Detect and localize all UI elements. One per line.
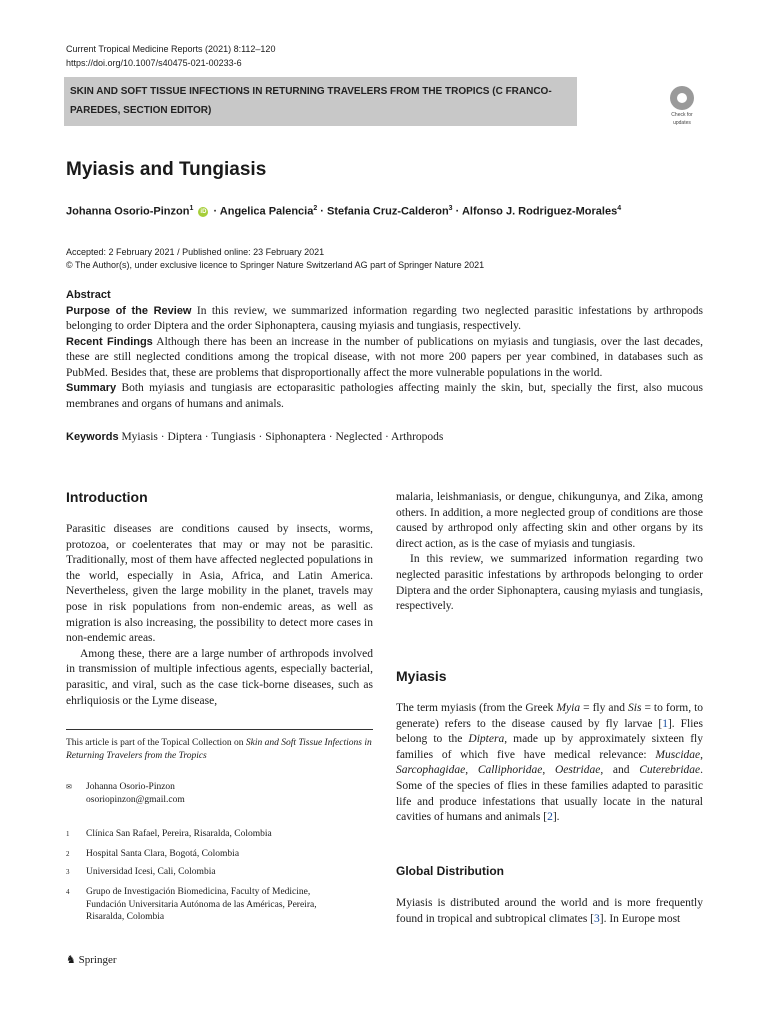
journal-citation [66,42,275,70]
keywords [66,431,443,443]
section-banner-text: SKIN AND SOFT TISSUE INFECTIONS IN RETURNING TRAVELERS FROM THE TROPICS (C FRANCO-PAREDES, SECTION EDITOR) [70,86,552,116]
author-2[interactable]: Angelica Palencia [219,205,314,218]
author-4-aff: 4 [617,205,622,212]
abstract [66,288,703,412]
introduction-heading: Introduction [66,489,148,505]
intro-paragraph-2: Among these, there are a large number of arthropods involved in transmission of multiple infectious agents, especially bacterial, parasitic, and viral, such as the case tick-borne diseases, such as ehrliquiosis or the Lyme disease, [66,647,373,707]
author-1-aff: 1 [189,205,194,212]
check-updates-label-2: updates [673,120,691,126]
publisher-name: Springer [78,954,117,966]
abstract-summary [66,381,703,412]
article-title: Myiasis and Tungiasis [66,159,267,180]
check-for-updates-badge[interactable] [664,86,700,128]
keywords-label: Keywords [66,431,119,443]
corr-name: Johanna Osorio-Pinzon [86,782,175,792]
check-updates-label-1: Check for [671,112,693,118]
author-2-aff: 2 [313,205,318,212]
summary-text: Both myiasis and tungiasis are ectoparasitic pathologies affecting mainly the skin, but, specially the first, also mucous membranes and organs of humans and animals. [66,382,704,410]
author-3[interactable]: Stefania Cruz-Calderon [327,205,449,218]
affiliation-4: 4 Grupo de Investigación Biomedicina, Faculty of Medicine, Fundación Universitaria Autónoma de las Américas, Pereira, Risaralda, Colombia [66,887,317,922]
section-banner [64,77,577,126]
doi-link[interactable]: https://doi.org/10.1007/s40475-021-00233-6 [66,58,242,68]
findings-label: Recent Findings [66,335,153,348]
check-updates-icon [670,86,694,110]
footnote-divider [66,729,373,730]
dates-line: Accepted: 2 February 2021 / Published online: 23 February 2021 [66,247,325,257]
publisher-logo [66,953,117,966]
keywords-text: Myiasis · Diptera · Tungiasis · Siphonaptera · Neglected · Arthropods [121,431,444,443]
orcid-icon[interactable]: iD [200,208,207,215]
author-1[interactable]: Johanna Osorio-Pinzon [66,205,190,218]
purpose-text: In this review, we summarized information regarding two neglected parasitic infestations by arthropods belonging to order Diptera and the order Siphonaptera, causing myiasis and tungiasis, respectively. [66,304,704,332]
author-3-aff: 3 [448,205,453,212]
topical-collection-footnote [66,737,373,763]
right-column-intro [396,490,703,615]
corr-email[interactable]: osoriopinzon@gmail.com [86,794,185,805]
journal-name: Current Tropical Medicine Reports (2021) 8:112–120 [66,44,276,54]
copyright-line: © The Author(s), under exclusive licence to Springer Nature Switzerland AG part of Springer Nature 2021 [66,260,485,270]
author-list: Johanna Osorio-Pinzon$^1$ iD · Angelica Palencia$^2$ · Stefania Cruz-Calderon$^3$ · Alfonso J. Rodriguez-Morales$^4$ [66,205,622,218]
envelope-icon: ✉ [66,783,72,791]
footnote-pre: This article is part of the Topical Collection on [66,738,244,748]
intro-paragraph-3: malaria, leishmaniasis, or dengue, chikungunya, and Zika, among others. In addition, a more neglected group of conditions are those caused by arthropod only affecting skin and other organs by its direct action, as is the case of myiasis and tungiasis. [396,491,703,550]
springer-horse-icon: ♞ [66,954,76,966]
author-4[interactable]: Alfonso J. Rodriguez-Morales [461,205,618,218]
intro-paragraph-1: Parasitic diseases are conditions caused by insects, worms, protozoa, or coelenterates that may or may not be parasitic. Traditionally, most of them have affected neglected populations in the world, especially in Asia, Africa, and Latin America. Nevertheless, given the large mobility in the planet, travels may pose in risk populations from non-endemic areas, as well as migration is also increasing, the possibility to detect more cases in non-endemic areas. [66,523,373,645]
abstract-findings [66,335,703,382]
publication-dates [66,246,484,272]
global-distribution-paragraph: Myiasis is distributed around the world and is more frequently found in tropical and subtropical climates [3]. In Europe most [396,897,703,925]
ref-2-link[interactable]: 2 [547,811,553,824]
myiasis-heading: Myiasis [396,668,447,684]
global-distribution-heading: Global Distribution [396,864,504,878]
summary-label: Summary [66,382,117,394]
affiliation-2: 2 Hospital Santa Clara, Bogotá, Colombia [66,849,240,859]
footnote-topic: Skin and Soft Tissue Infections in Returning Travelers from the Tropics [66,738,372,761]
abstract-purpose [66,304,703,335]
myiasis-paragraph: The term myiasis (from the Greek Myia = fly and Sis = to form, to generate) refers to the disease caused by fly larvae [1]. Flies belong to the Diptera, made up by approximately sixteen fly families of which five have medical relevance: Muscidae, Sarcophagidae, Calliphoridae, Oestridae, and Cuterebridae. Some of the species of flies in these families adapted to parasitic life and produce infestations that usually locate in the natural cavities of humans and animals [2]. [396,702,704,824]
affiliation-1: 1 Clínica San Rafael, Pereira, Risaralda, Colombia [66,829,272,839]
corresponding-author [66,781,185,806]
purpose-label: Purpose of the Review [66,304,192,317]
abstract-heading: Abstract [66,289,111,301]
ref-3-link[interactable]: 3 [594,912,600,925]
affiliation-3: 3 Universidad Icesi, Cali, Colombia [66,867,216,877]
intro-paragraph-4: In this review, we summarized information regarding two neglected parasitic infestations by arthropods belonging to order Diptera and the order Siphonaptera, causing myiasis and tungiasis, respectively. [396,553,703,613]
left-column-body [66,522,373,709]
global-distribution-body [396,896,703,927]
ref-1-link[interactable]: 1 [662,717,668,730]
findings-text: Although there has been an increase in the number of publications on myiasis and tungiasis, over the last decades, these are still neglected conditions among the tropical disease, with not more 200 papers per year combined, in databases such as PubMed. Besides that, these are problems that disproportionally affect the more vulnerable populations in the world. [66,335,703,379]
myiasis-body [396,701,703,826]
